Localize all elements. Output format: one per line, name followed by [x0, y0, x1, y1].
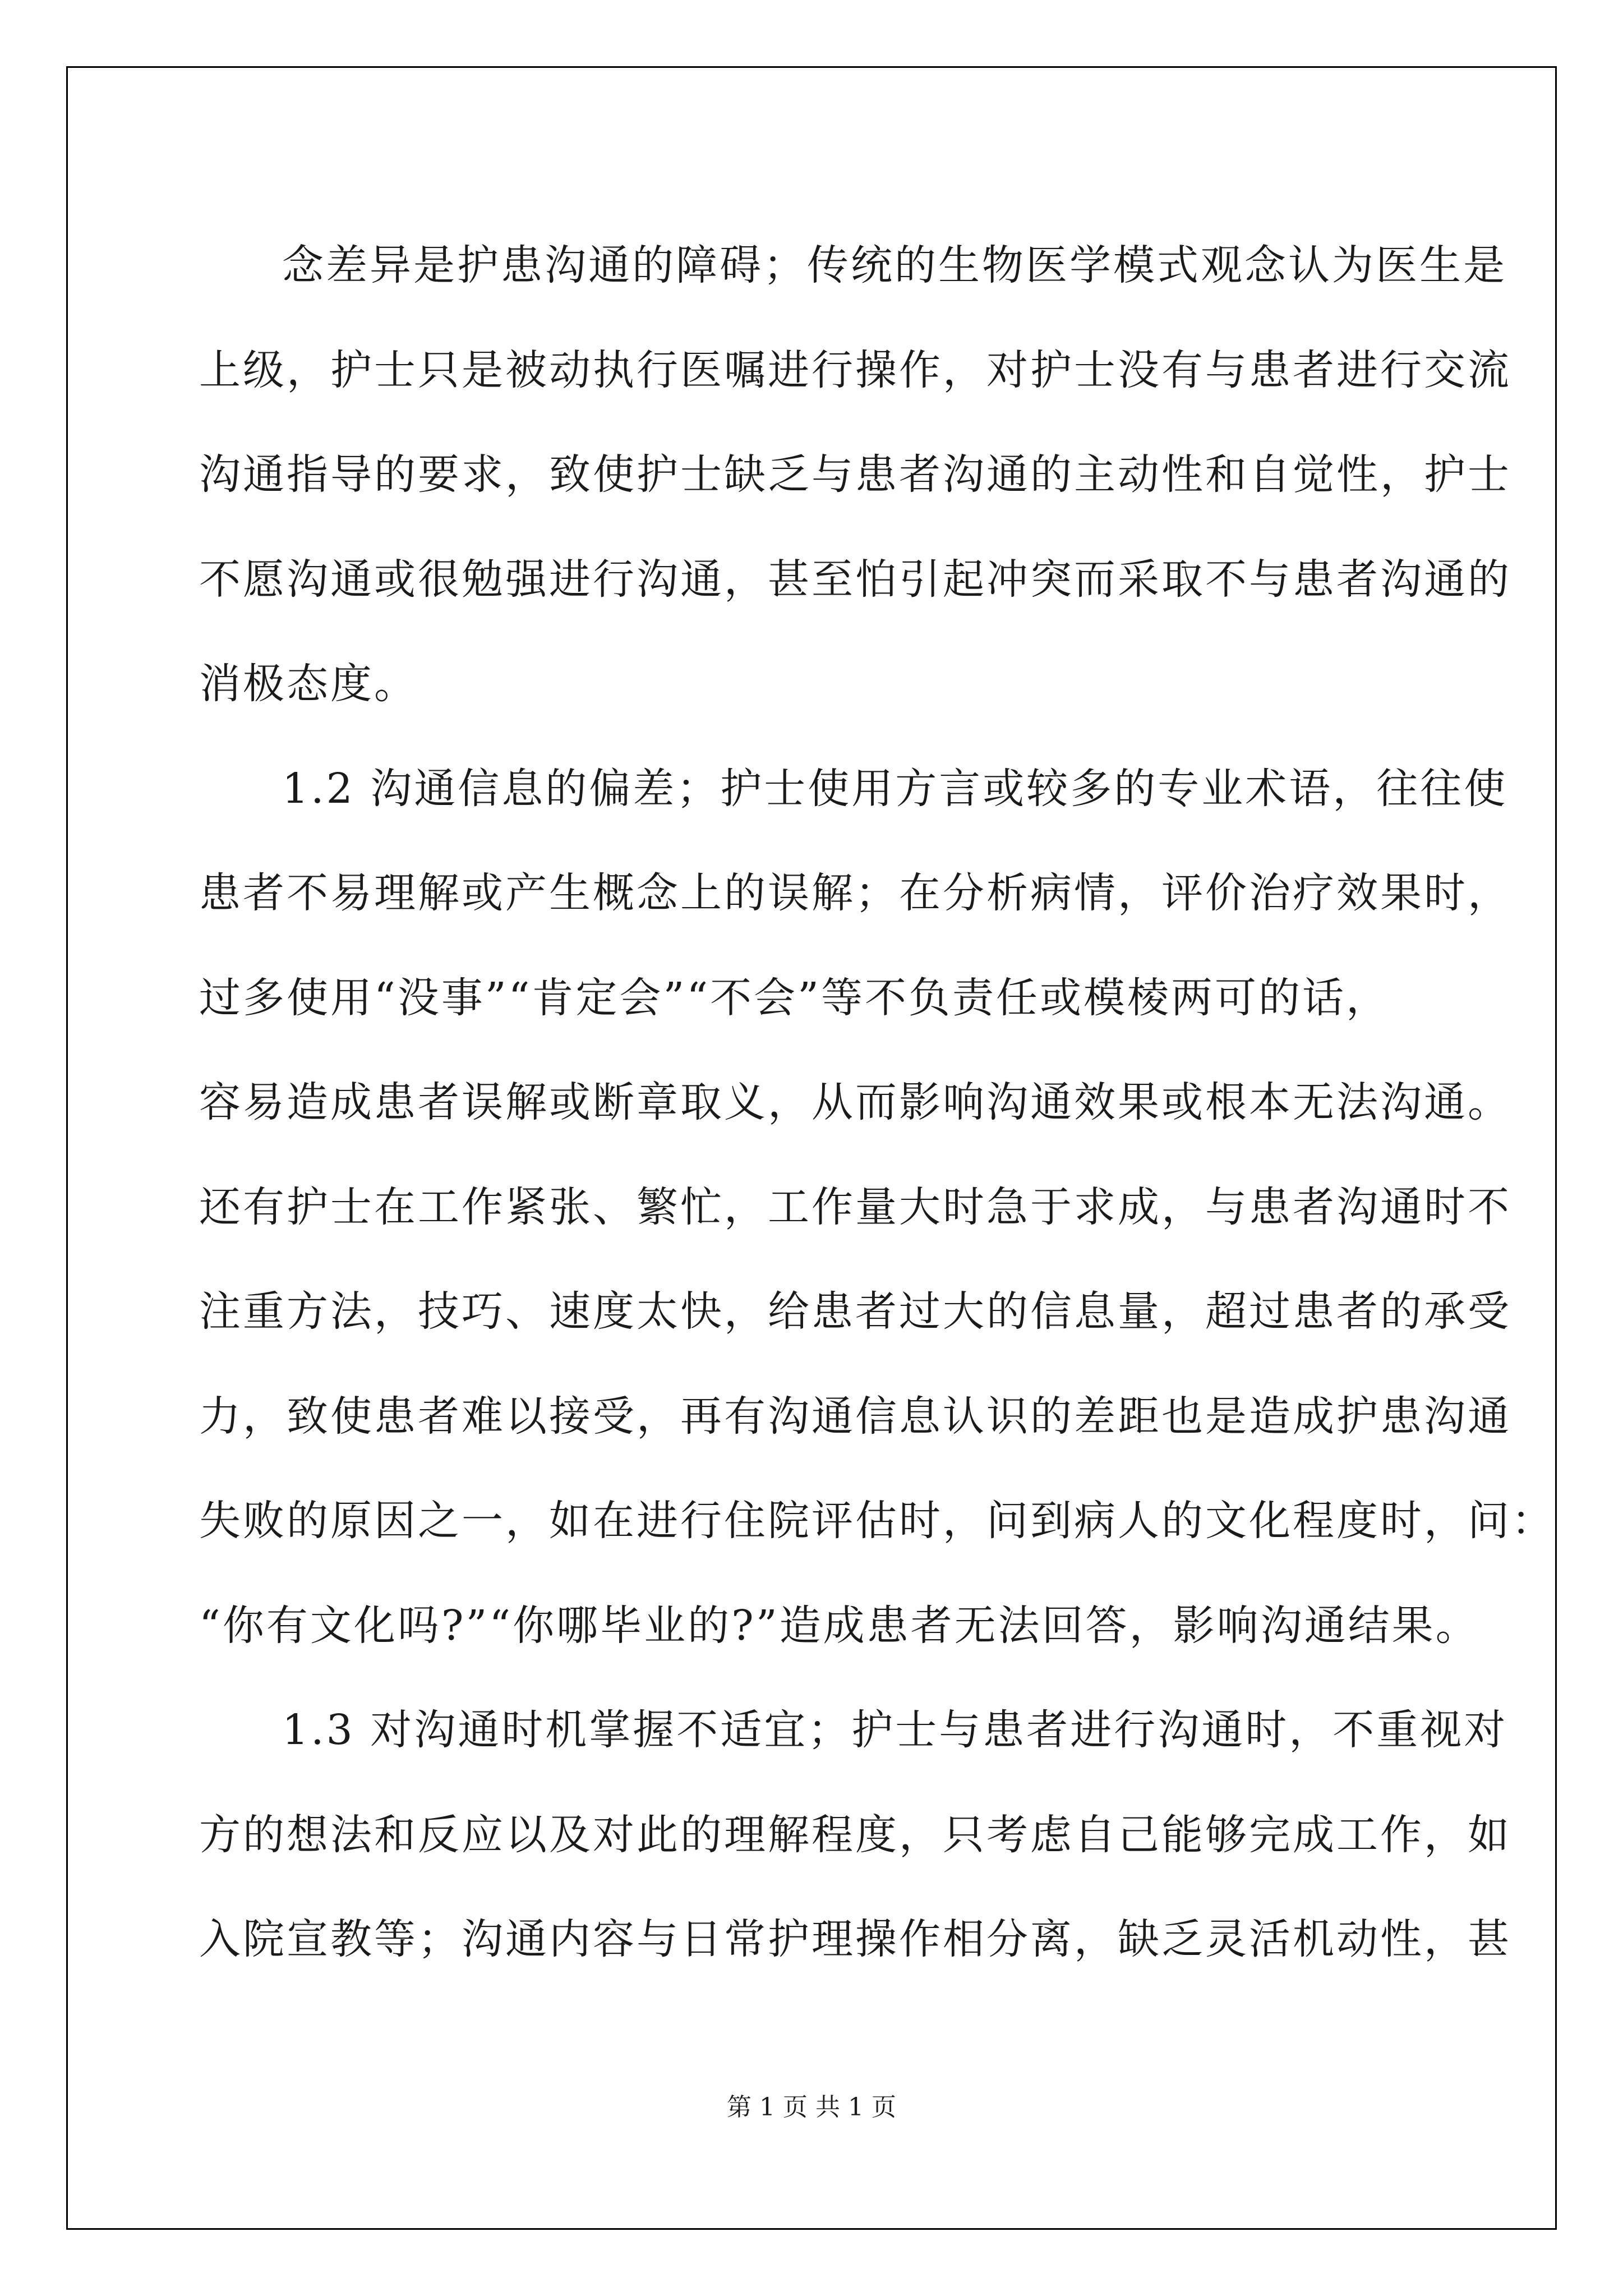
text-line: 沟通指导的要求，致使护士缺乏与患者沟通的主动性和自觉性，护士: [199, 450, 1511, 499]
text-line: 力，致使患者难以接受，再有沟通信息认识的差距也是造成护患沟通: [199, 1392, 1511, 1441]
text-line: 还有护士在工作紧张、繁忙，工作量大时急于求成，与患者沟通时不: [199, 1182, 1511, 1231]
text-line: 注重方法，技巧、速度太快，给患者过大的信息量，超过患者的承受: [199, 1287, 1511, 1336]
text-line: 1.2 沟通信息的偏差；护士使用方言或较多的专业术语，往往使: [282, 764, 1508, 813]
text-line: 消极态度。: [199, 660, 418, 708]
page-footer: 第 1 页 共 1 页: [727, 2093, 896, 2122]
text-line: 1.3 对沟通时机掌握不适宜；护士与患者进行沟通时，不重视对: [282, 1706, 1508, 1754]
text-line: 过多使用“没事”“肯定会”“不会”等不负责任或模棱两可的话，: [199, 973, 1390, 1022]
text-line: 念差异是护患沟通的障碍；传统的生物医学模式观念认为医生是: [282, 241, 1507, 289]
text-line: “你有文化吗?”“你哪毕业的?”造成患者无法回答，影响沟通结果。: [199, 1601, 1479, 1650]
text-line: 容易造成患者误解或断章取义，从而影响沟通效果或根本无法沟通。: [199, 1078, 1511, 1126]
text-line: 不愿沟通或很勉强进行沟通，甚至怕引起冲突而采取不与患者沟通的: [199, 555, 1511, 604]
document-body: [199, 213, 1555, 1992]
text-line: 失败的原因之一，如在进行住院评估时，问到病人的文化程度时，问：: [199, 1497, 1555, 1545]
text-line: 方的想法和反应以及对此的理解程度，只考虑自己能够完成工作，如: [199, 1810, 1511, 1859]
text-line: 入院宣教等；沟通内容与日常护理操作相分离，缺乏灵活机动性，甚: [199, 1915, 1511, 1963]
text-line: 上级，护士只是被动执行医嘱进行操作，对护士没有与患者进行交流: [199, 346, 1511, 394]
text-line: 患者不易理解或产生概念上的误解；在分析病情，评价治疗效果时，: [199, 869, 1511, 917]
